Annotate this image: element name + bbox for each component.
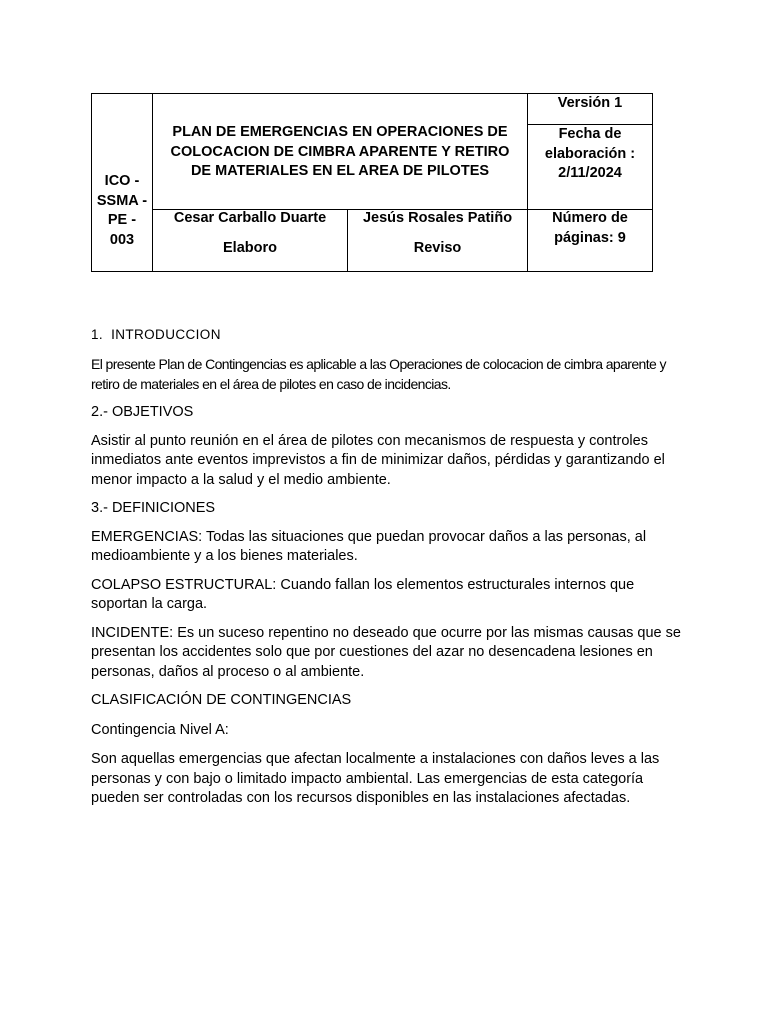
author-name: Cesar Carballo Duarte xyxy=(173,210,327,226)
intro-paragraph: El presente Plan de Contingencias es aplicable a las Operaciones de colocacion de cimbra aparente y retiro de materiales en el área de pilotes en caso de incidencias. xyxy=(91,356,666,392)
reviewer-name: Jesús Rosales Patiño xyxy=(362,210,513,226)
section-heading-clasificacion: CLASIFICACIÓN DE CONTINGENCIAS xyxy=(91,692,352,708)
page-count-cell xyxy=(528,210,653,272)
page-count: Número de páginas: 9 xyxy=(552,210,628,246)
nivel-a-paragraph: Son aquellas emergencias que afectan localmente a instalaciones con daños leves a las personas y con bajo o limitado impacto ambiental. Las emergencias de esta categoría pueden ser controladas con los recursos disponibles en las instalaciones afectadas. xyxy=(91,751,660,806)
objectives-paragraph: Asistir al punto reunión en el área de pilotes con mecanismos de respuesta y controles inmediatos ante eventos imprevistos a fin de minimizar daños, pérdidas y garantizando el menor impacto a la salud y el medio ambiente. xyxy=(91,432,665,488)
author-role: Elaboro xyxy=(223,239,277,256)
document-header-table xyxy=(91,93,653,272)
author-cell xyxy=(153,210,348,272)
definition-emergencias: EMERGENCIAS: Todas las situaciones que puedan provocar daños a las personas, al medioambiente y a los bienes materiales. xyxy=(91,528,647,564)
document-body xyxy=(91,325,681,818)
version-cell xyxy=(528,94,653,125)
elaboration-date-cell xyxy=(528,125,653,210)
reviewer-role: Reviso xyxy=(413,239,462,256)
version-label: Versión 1 xyxy=(557,95,623,111)
elaboration-date: Fecha de elaboración : 2/11/2024 xyxy=(544,126,636,181)
reviewer-cell xyxy=(348,210,528,272)
document-title: PLAN DE EMERGENCIAS EN OPERACIONES DE COLOCACION DE CIMBRA APARENTE Y RETIRO DE MATERIALES EN EL AREA DE PILOTES xyxy=(170,124,510,179)
definition-colapso-estructural: COLAPSO ESTRUCTURAL: Cuando fallan los elementos estructurales internos que soportan la carga. xyxy=(91,576,635,612)
document-code-cell xyxy=(92,94,153,272)
section-title: INTRODUCCION xyxy=(111,327,221,342)
definition-incidente: INCIDENTE: Es un suceso repentino no deseado que ocurre por las mismas causas que se presentan los accidentes solo que por cuestiones del azar no desencadena lesiones en personas, daños al proceso o al ambiente. xyxy=(91,624,681,680)
section-heading-objetivos: 2.- OBJETIVOS xyxy=(91,404,194,420)
section-number: 1. xyxy=(91,327,104,342)
section-heading-introduccion xyxy=(91,325,681,345)
subheading-nivel-a: Contingencia Nivel A: xyxy=(91,721,229,738)
document-code: ICO - SSMA - PE - 003 xyxy=(96,173,148,248)
document-title-cell xyxy=(153,94,528,210)
section-heading-definiciones: 3.- DEFINICIONES xyxy=(91,500,216,516)
